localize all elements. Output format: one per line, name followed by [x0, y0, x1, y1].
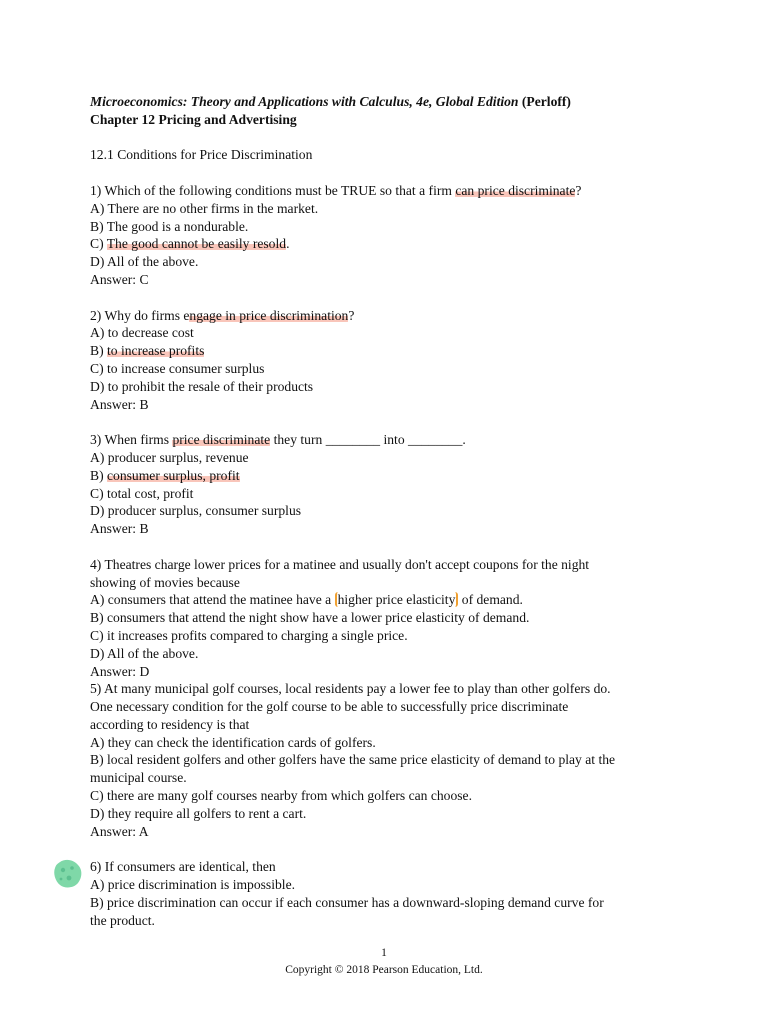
question-4-stem-line-1: 4) Theatres charge lower prices for a matinee and usually don't accept coupons for the night [90, 556, 590, 572]
question-5-option-a: A) they can check the identification cards of golfers. [90, 734, 376, 750]
book-title: Microeconomics: Theory and Applications with Calculus, 4e, Global Edition [90, 94, 519, 109]
question-2-option-c: C) to increase consumer surplus [90, 360, 265, 376]
question-1-stem: 1) Which of the following conditions must be TRUE so that a firm can price discriminate? [90, 182, 582, 198]
highlight-mark: The good cannot be easily resold [106, 236, 287, 252]
question-1-option-d: D) All of the above. [90, 254, 199, 270]
question-2-option-a: A) to decrease cost [90, 325, 194, 341]
question-5-answer: Answer: A [90, 823, 149, 839]
question-1-option-c: C) The good cannot be easily resold. [90, 236, 290, 252]
question-3-answer: Answer: B [90, 521, 149, 537]
question-2-option-d: D) to prohibit the resale of their products [90, 378, 314, 394]
sticker-blob-icon [52, 858, 84, 890]
highlight-mark: can price discriminate [455, 182, 576, 198]
question-1-option-b: B) The good is a nondurable. [90, 218, 249, 234]
question-4-option-c: C) it increases profits compared to charging a single price. [90, 627, 408, 643]
document-page [90, 93, 690, 929]
question-4-option-b: B) consumers that attend the night show have a lower price elasticity of demand. [90, 610, 530, 626]
question-5-option-b-line-1: B) local resident golfers and other golfers have the same price elasticity of demand to play at the [90, 752, 616, 768]
question-6-stem: 6) If consumers are identical, then [90, 859, 276, 875]
question-3 [90, 431, 690, 538]
question-6 [90, 858, 690, 929]
question-1-answer: Answer: C [90, 271, 149, 287]
question-5-stem-line-1: 5) At many municipal golf courses, local residents pay a lower fee to play than other golfers do. [90, 681, 611, 697]
question-3-option-b: B) consumer surplus, profit [90, 467, 240, 483]
highlight-mark: ngage in price discrimination [189, 307, 349, 323]
question-2-answer: Answer: B [90, 396, 149, 412]
book-author: (Perloff) [521, 94, 571, 109]
question-5-stem-line-3: according to residency is that [90, 716, 250, 732]
question-6-option-a: A) price discrimination is impossible. [90, 877, 296, 893]
question-5-option-b-line-2: municipal course. [90, 770, 187, 786]
question-5-option-c: C) there are many golf courses nearby from which golfers can choose. [90, 788, 472, 804]
highlight-mark: to increase profits [107, 343, 205, 359]
question-5 [90, 680, 690, 840]
question-3-option-d: D) producer surplus, consumer surplus [90, 503, 302, 519]
question-3-stem: 3) When firms price discriminate they turn ________ into ________. [90, 432, 466, 448]
question-5-option-d: D) they require all golfers to rent a cart. [90, 805, 307, 821]
chapter-title: Chapter 12 Pricing and Advertising [90, 111, 297, 127]
question-4-answer: Answer: D [90, 663, 150, 679]
question-4-option-a: A) consumers that attend the matinee have a higher price elasticity of demand. [90, 592, 523, 608]
question-4-option-d: D) All of the above. [90, 645, 199, 661]
question-3-option-a: A) producer surplus, revenue [90, 449, 249, 465]
question-6-option-b-line-1: B) price discrimination can occur if each consumer has a downward-sloping demand curve for [90, 894, 604, 910]
question-4 [90, 556, 690, 681]
question-6-option-b-line-2: the product. [90, 912, 155, 928]
question-2 [90, 307, 690, 414]
highlight-mark: consumer surplus, profit [107, 467, 240, 483]
copyright-notice: Copyright © 2018 Pearson Education, Ltd. [285, 964, 483, 976]
question-1-option-a: A) There are no other firms in the market. [90, 200, 319, 216]
book-title-line [90, 93, 690, 111]
question-2-option-b: B) to increase profits [90, 343, 205, 359]
question-1 [90, 182, 690, 289]
section-title: 12.1 Conditions for Price Discrimination [90, 147, 313, 163]
page-number: 1 [381, 947, 387, 959]
highlight-mark: price discriminate [172, 432, 271, 448]
question-3-option-c: C) total cost, profit [90, 485, 194, 501]
question-5-stem-line-2: One necessary condition for the golf course to be able to successfully price discriminate [90, 699, 569, 715]
bracket-mark: higher price elasticity [335, 592, 459, 607]
question-2-stem: 2) Why do firms engage in price discrimination? [90, 307, 355, 323]
question-4-stem-line-2: showing of movies because [90, 574, 240, 590]
